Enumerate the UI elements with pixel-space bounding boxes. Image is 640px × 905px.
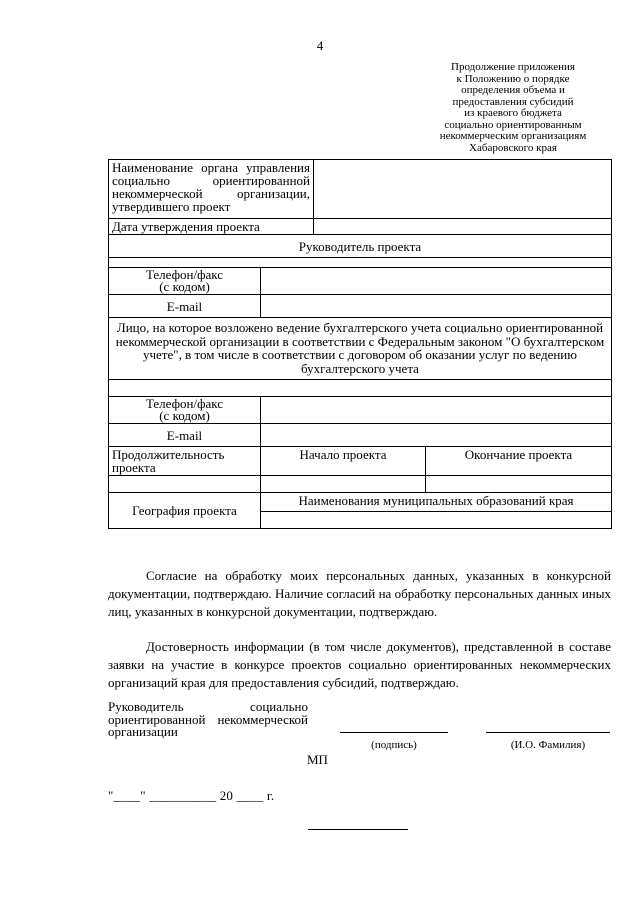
approval-date-value[interactable] — [314, 219, 612, 235]
consent-text: Согласие на обработку моих персональных данных, указанных в конкурсной документации, подтверждаю. Наличие согласий на обработку персональных данных иных лиц, указанных в конкурсной документации, подтверждаю. — [108, 568, 611, 619]
table-row — [109, 380, 612, 397]
appendix-line: из краевого бюджета — [464, 107, 562, 119]
end-label: Окончание проекта — [426, 447, 612, 476]
signature-line[interactable] — [340, 732, 448, 733]
accountant-email-value[interactable] — [261, 424, 612, 447]
bottom-line — [308, 829, 408, 830]
duration-value[interactable] — [109, 476, 261, 493]
end-value[interactable] — [426, 476, 612, 493]
manager-phone-label — [109, 268, 261, 295]
approval-date-label: Дата утверждения проекта — [109, 219, 314, 235]
table-row — [109, 160, 612, 219]
manager-email-value[interactable] — [261, 295, 612, 318]
table-row — [109, 295, 612, 318]
appendix-line: Хабаровского края — [469, 141, 557, 154]
appendix-line: определения объема и — [461, 84, 565, 96]
reliability-text: Достоверность информации (в том числе документов), представленной в составе заявки на участие в конкурсе проектов социально ориентированных некоммерческих организаций края для предоставления субсидий, подтверждаю. — [108, 639, 611, 690]
head-signature-label: Руководитель социально ориентированной некоммерческой организации — [108, 699, 308, 739]
accountant-phone-value[interactable] — [261, 397, 612, 424]
table-row — [109, 219, 612, 235]
municipalities-label: Наименования муниципальных образований края — [261, 493, 612, 512]
accountant-email-label: E-mail — [109, 424, 261, 447]
date-line[interactable]: "____" __________ 20 ____ г. — [108, 788, 275, 803]
table-row — [109, 318, 612, 380]
table-row — [109, 447, 612, 476]
appendix-header — [418, 62, 608, 154]
table-row — [109, 476, 612, 493]
duration-label: Продолжительность проекта — [109, 447, 261, 476]
page-number: 4 — [316, 38, 324, 53]
name-line[interactable] — [486, 732, 610, 733]
table-row — [109, 268, 612, 295]
project-manager-value[interactable] — [109, 258, 612, 268]
project-manager-header: Руководитель проекта — [109, 235, 612, 258]
application-form-table — [108, 159, 612, 529]
appendix-line: социально ориентированным — [444, 118, 582, 131]
phone-label-line: (с кодом) — [159, 408, 210, 423]
municipalities-value[interactable] — [261, 512, 612, 529]
seal-label: МП — [307, 752, 328, 767]
accountant-value[interactable] — [109, 380, 612, 397]
accountant-phone-label — [109, 397, 261, 424]
start-value[interactable] — [261, 476, 426, 493]
phone-label-line: (с кодом) — [159, 279, 210, 294]
start-label: Начало проекта — [261, 447, 426, 476]
table-row — [109, 258, 612, 268]
appendix-line: предоставления субсидий — [452, 95, 574, 108]
appendix-line: к Положению о порядке — [456, 72, 570, 85]
table-row — [109, 493, 612, 512]
phone-label-line: Телефон/факс — [145, 396, 224, 411]
phone-label-line: Телефон/факс — [145, 267, 224, 282]
table-row — [109, 397, 612, 424]
geography-label: География проекта — [109, 493, 261, 529]
table-row — [109, 424, 612, 447]
manager-email-label: E-mail — [109, 295, 261, 318]
name-caption: (И.О. Фамилия) — [510, 739, 586, 751]
accountant-header: Лицо, на которое возложено ведение бухгалтерского учета социально ориентированной некоммерческой организации в соответствии с Федеральным законом "О бухгалтерском учете", в том числе в соответствии с договором об оказании услуг по ведению бухгалтерского учета — [109, 318, 612, 380]
consent-paragraph — [108, 567, 611, 621]
approving-body-value[interactable] — [314, 160, 612, 219]
manager-phone-value[interactable] — [261, 268, 612, 295]
signature-caption: (подпись) — [371, 739, 417, 751]
reliability-paragraph — [108, 638, 611, 692]
table-row — [109, 235, 612, 258]
appendix-line: некоммерческим организациям — [439, 130, 587, 142]
approving-body-label: Наименование органа управления социально ориентированной некоммерческой организации, утвердившего проект — [109, 160, 314, 219]
appendix-line: Продолжение приложения — [451, 61, 575, 73]
